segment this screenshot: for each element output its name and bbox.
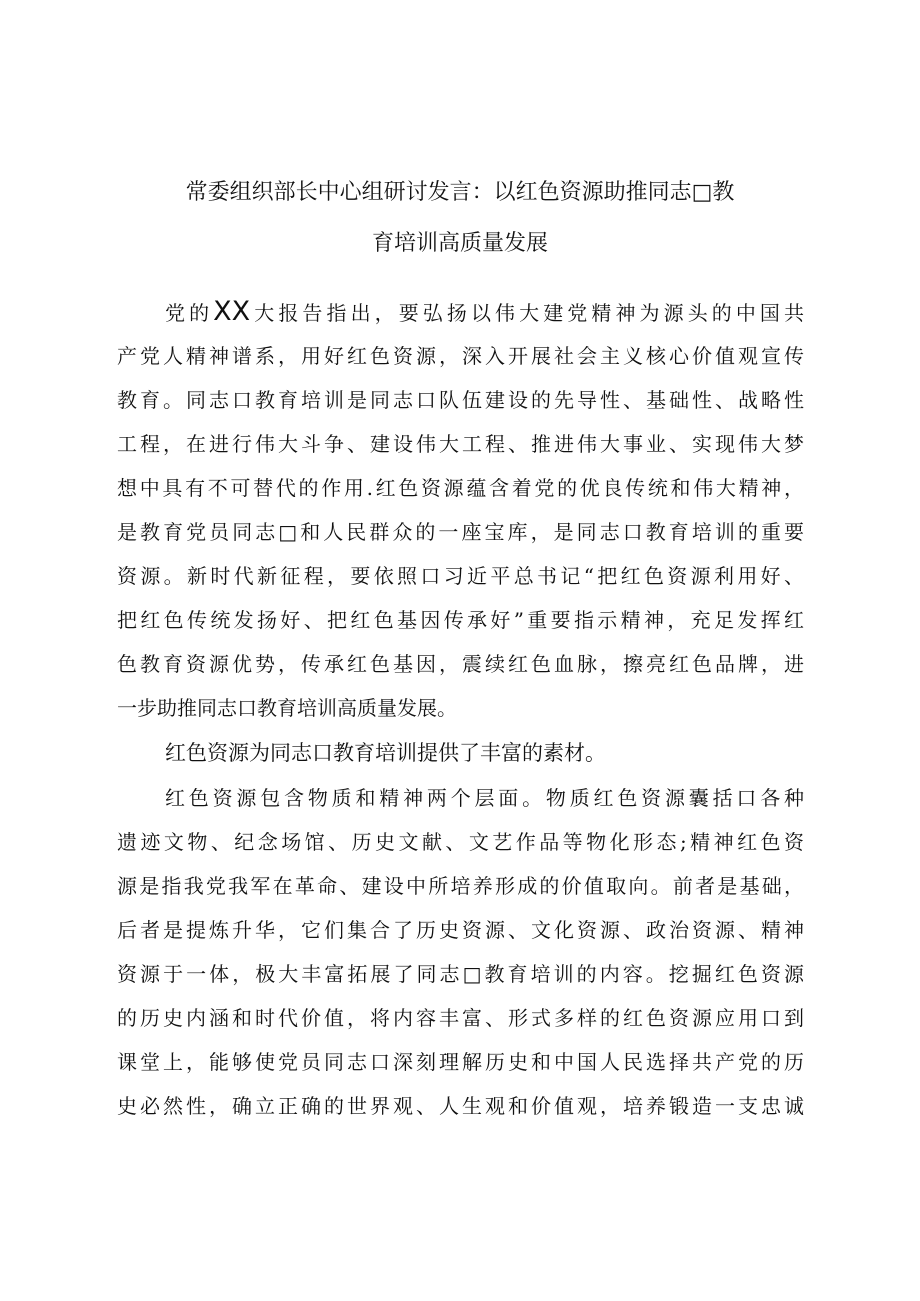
section-heading-1: 红色资源为同志口教育培训提供了丰富的素材。 <box>165 741 606 765</box>
paragraph-1-lead: 党的 <box>165 301 214 325</box>
paragraph-1-line-9: 色教育资源优势，传承红色基因，震续红色血脉，擦亮红色品牌，进 <box>117 652 804 676</box>
paragraph-2-line-7: 课堂上，能够使党员同志口深刻理解历史和中国人民选择共产党的历 <box>117 1050 804 1074</box>
paragraph-1-line-5: 想中具有不可替代的作用.红色资源蕴含着党的优良传统和伟大精神， <box>117 476 804 500</box>
paragraph-2-line-4: 后者是提炼升华，它们集合了历史资源、文化资源、政治资源、精神 <box>117 918 804 942</box>
paragraph-1-line-1-rest: 大报告指出，要弘扬以伟大建党精神为源头的中国共 <box>250 301 805 325</box>
paragraph-1-line-4: 工程，在进行伟大斗争、建设伟大工程、推进伟大事业、实现伟大梦 <box>117 432 804 456</box>
paragraph-2-line-3: 源是指我党我军在革命、建设中所培养形成的价值取向。前者是基础， <box>117 874 804 898</box>
document-title-line-2: 育培训高质量发展 <box>371 231 548 256</box>
document-title-line-1: 常委组织部长中心组研讨发言：以红色资源助推同志□教 <box>185 180 735 205</box>
paragraph-1-line-10: 一步助推同志口教育培训高质量发展。 <box>117 696 457 720</box>
paragraph-2-line-8: 史必然性，确立正确的世界观、人生观和价值观，培养锻造一支忠诚 <box>117 1094 804 1118</box>
paragraph-2-line-1: 红色资源包含物质和精神两个层面。物质红色资源囊括口各种 <box>165 786 804 810</box>
paragraph-1-line-6: 是教育党员同志□和人民群众的一座宝库，是同志口教育培训的重要 <box>117 520 804 544</box>
paragraph-2-line-5: 资源于一体，极大丰富拓展了同志□教育培训的内容。挖掘红色资源 <box>117 962 804 986</box>
paragraph-1-line-3: 教育。同志口教育培训是同志口队伍建设的先导性、基础性、战略性 <box>117 388 804 412</box>
paragraph-1-line-7: 资源。新时代新征程，要依照口习近平总书记“把红色资源利用好、 <box>117 564 804 588</box>
paragraph-1-line-8: 把红色传统发扬好、把红色基因传承好”重要指示精神，充足发挥红 <box>117 608 804 632</box>
paragraph-2-line-6: 的历史内涵和时代价值，将内容丰富、形式多样的红色资源应用口到 <box>117 1006 804 1030</box>
paragraph-1-line-1 <box>165 290 804 334</box>
paragraph-1-line-2: 产党人精神谱系，用好红色资源，深入开展社会主义核心价值观宣传 <box>117 344 804 368</box>
paragraph-2-line-2: 遗迹文物、纪念场馆、历史文献、文艺作品等物化形态;精神红色资 <box>117 830 804 854</box>
congress-number-placeholder: XX <box>213 296 251 327</box>
